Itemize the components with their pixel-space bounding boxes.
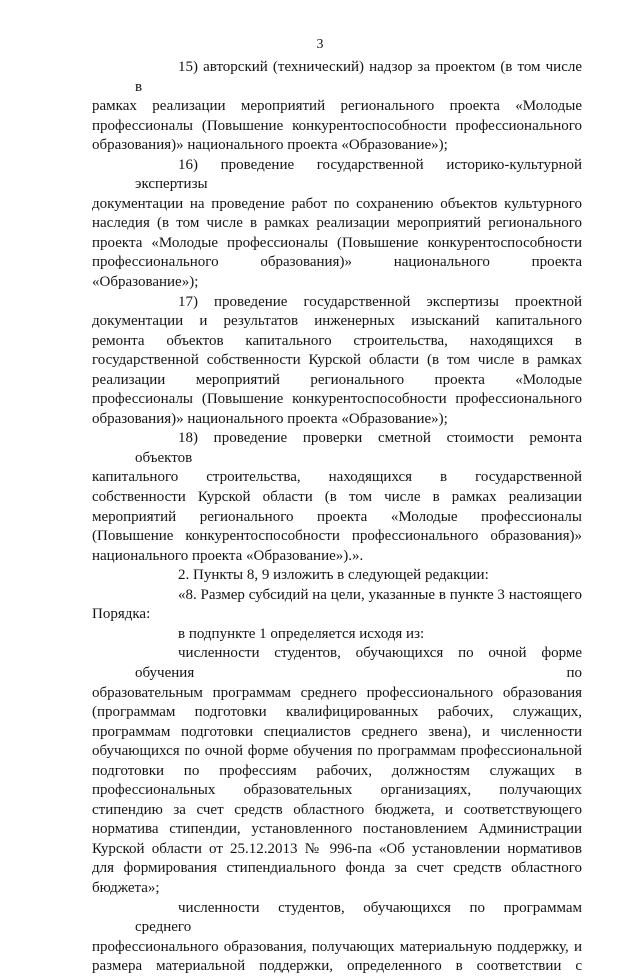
text-line: профессионального образования, получающих материальную поддержку, и	[92, 938, 582, 955]
text-line: ремонта объектов капитального строительства, находящихся в	[92, 332, 582, 349]
text-line: (программам подготовки квалифицированных рабочих, служащих,	[92, 704, 582, 721]
text-line: «Образование»);	[92, 274, 199, 291]
text-line: 18) проведение проверки сметной стоимости ремонта объектов	[135, 430, 582, 466]
text-line: профессионалы (Повышение конкурентоспособности профессионального	[92, 117, 582, 134]
text-line: реализации мероприятий регионального проекта «Молодые	[92, 371, 582, 388]
text-line: Курской области от 25.12.2013 № 996-па «Об установлении нормативов	[92, 840, 582, 857]
text-line: «8. Размер субсидий на цели, указанные в пункте 3 настоящего	[178, 586, 582, 603]
text-line: профессионалы (Повышение конкурентоспособности профессионального	[92, 391, 582, 408]
text-line: проекта «Молодые профессионалы (Повышение конкурентоспособности	[92, 234, 582, 251]
text-line: государственной собственности Курской области (в том числе в рамках	[92, 352, 582, 369]
text-line: численности студентов, обучающихся по очной форме обучения по	[135, 645, 582, 681]
text-line: образовательным программам среднего профессионального образования	[92, 684, 582, 701]
text-line: в подпункте 1 определяется исходя из:	[178, 625, 425, 642]
text-line: собственности Курской области (в том числе в рамках реализации	[92, 489, 582, 506]
text-line: программам подготовки специалистов среднего звена), и численности	[92, 723, 582, 740]
text-line: бюджета»;	[92, 879, 160, 896]
text-line: профессиональных образовательных организациях, получающих	[92, 782, 582, 799]
text-line: капитального строительства, находящихся в государственной	[92, 469, 582, 486]
text-line: стипендию за счет средств областного бюджета, и соответствующего	[92, 801, 582, 818]
text-line: документации и результатов инженерных изысканий капитального	[92, 313, 582, 330]
text-line: для формирования стипендиального фонда за счет средств областного	[92, 860, 582, 877]
page-number: 3	[316, 37, 324, 52]
text-line: образования)» национального проекта «Образование»);	[92, 137, 448, 154]
text-line: 16) проведение государственной историко-культурной экспертизы	[135, 156, 582, 193]
text-line: 2. Пункты 8, 9 изложить в следующей редакции:	[178, 567, 489, 584]
text-line: мероприятий регионального проекта «Молодые профессионалы	[92, 508, 582, 525]
text-line: (Повышение конкурентоспособности профессионального образования)»	[92, 528, 582, 545]
text-line: 17) проведение государственной экспертизы проектной	[178, 293, 582, 310]
text-line: 15) авторский (технический) надзор за проектом (в том числе в	[135, 59, 582, 95]
text-line: численности студентов, обучающихся по программам среднего	[135, 899, 582, 936]
text-line: профессионального образования)» национального проекта	[92, 254, 582, 271]
text-line: Порядка:	[92, 606, 151, 623]
text-line: обучающихся по очной форме обучения по программам профессиональной	[92, 743, 582, 760]
text-line: национального проекта «Образование»).».	[92, 547, 364, 564]
text-line: подготовки по профессиям рабочих, должностям служащих в	[92, 762, 582, 779]
text-line: документации на проведение работ по сохранению объектов культурного	[92, 195, 582, 212]
text-line: размера материальной поддержки, определенного в соответствии с	[92, 958, 582, 975]
text-line: наследия (в том числе в рамках реализации мероприятий регионального	[92, 215, 582, 232]
document-body	[92, 58, 582, 977]
text-line: образования)» национального проекта «Образование»);	[92, 410, 448, 427]
text-line: норматива стипендии, установленного постановлением Администрации	[92, 821, 582, 838]
text-line: рамках реализации мероприятий регионального проекта «Молодые	[92, 98, 582, 115]
